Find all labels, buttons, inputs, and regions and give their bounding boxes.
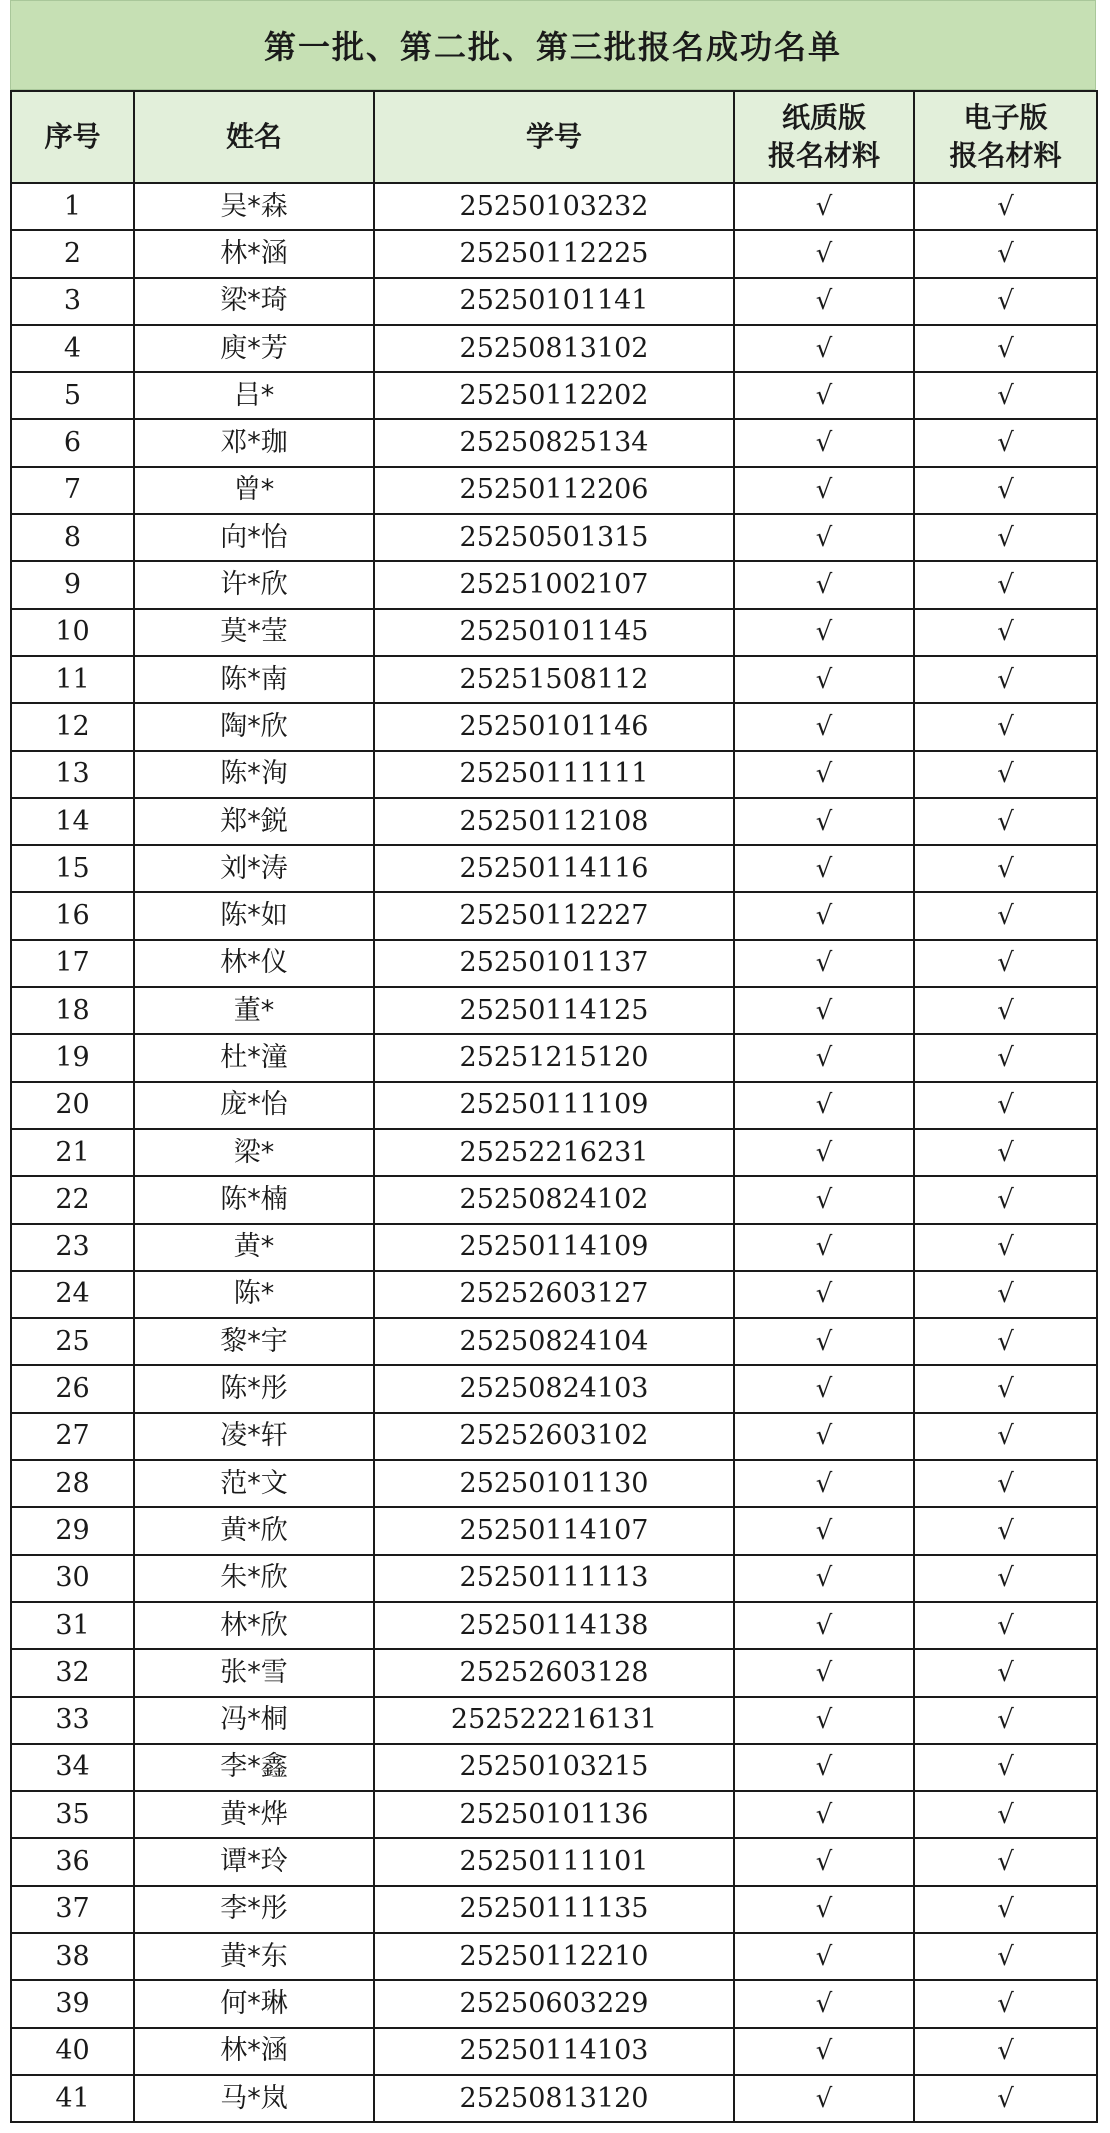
cell-index: 5 — [11, 372, 134, 419]
cell-name: 邓*珈 — [134, 419, 374, 466]
table-row — [11, 325, 1097, 372]
cell-name: 李*彤 — [134, 1886, 374, 1933]
cell-paper-check: √ — [734, 1791, 914, 1838]
table-row — [11, 2028, 1097, 2075]
cell-paper-check: √ — [734, 1176, 914, 1223]
cell-index: 33 — [11, 1697, 134, 1744]
registration-sheet — [10, 0, 1096, 2123]
cell-name: 林*涵 — [134, 2028, 374, 2075]
cell-student-id: 25250114107 — [374, 1507, 734, 1554]
table-row — [11, 1082, 1097, 1129]
header-paper-line1: 纸质版 — [781, 101, 866, 134]
table-row — [11, 1886, 1097, 1933]
cell-paper-check: √ — [734, 1886, 914, 1933]
table-row — [11, 845, 1097, 892]
cell-index: 6 — [11, 419, 134, 466]
cell-paper-check: √ — [734, 183, 914, 230]
cell-name: 黄*欣 — [134, 1507, 374, 1554]
cell-electronic-check: √ — [914, 1933, 1097, 1980]
header-paper-line2: 报名材料 — [767, 139, 880, 172]
table-row — [11, 1176, 1097, 1223]
cell-paper-check: √ — [734, 845, 914, 892]
cell-paper-check: √ — [734, 987, 914, 1034]
table-body — [11, 183, 1097, 2122]
cell-electronic-check: √ — [914, 372, 1097, 419]
cell-student-id: 25251508112 — [374, 656, 734, 703]
cell-paper-check: √ — [734, 2075, 914, 2122]
table-row — [11, 656, 1097, 703]
table-row — [11, 1555, 1097, 1602]
table-row — [11, 1791, 1097, 1838]
table-row — [11, 372, 1097, 419]
cell-paper-check: √ — [734, 2028, 914, 2075]
table-header — [11, 91, 1097, 183]
cell-student-id: 25250824104 — [374, 1318, 734, 1365]
cell-electronic-check: √ — [914, 1649, 1097, 1696]
cell-student-id: 25250112206 — [374, 467, 734, 514]
cell-electronic-check: √ — [914, 1555, 1097, 1602]
table-row — [11, 1838, 1097, 1885]
cell-paper-check: √ — [734, 656, 914, 703]
cell-name: 许*欣 — [134, 561, 374, 608]
table-row — [11, 230, 1097, 277]
cell-paper-check: √ — [734, 1129, 914, 1176]
cell-student-id: 25250112210 — [374, 1933, 734, 1980]
cell-student-id: 25250813120 — [374, 2075, 734, 2122]
table-row — [11, 1507, 1097, 1554]
cell-electronic-check: √ — [914, 1838, 1097, 1885]
cell-name: 李*鑫 — [134, 1744, 374, 1791]
cell-electronic-check: √ — [914, 703, 1097, 750]
cell-index: 15 — [11, 845, 134, 892]
cell-student-id: 25250114116 — [374, 845, 734, 892]
cell-index: 35 — [11, 1791, 134, 1838]
table-row — [11, 561, 1097, 608]
cell-name: 林*仪 — [134, 940, 374, 987]
cell-student-id: 25250101141 — [374, 278, 734, 325]
registration-table — [10, 90, 1098, 2123]
cell-index: 1 — [11, 183, 134, 230]
cell-paper-check: √ — [734, 1697, 914, 1744]
cell-student-id: 25250825134 — [374, 419, 734, 466]
cell-electronic-check: √ — [914, 1176, 1097, 1223]
cell-electronic-check: √ — [914, 656, 1097, 703]
cell-paper-check: √ — [734, 1082, 914, 1129]
cell-name: 凌*轩 — [134, 1413, 374, 1460]
cell-paper-check: √ — [734, 419, 914, 466]
cell-paper-check: √ — [734, 1413, 914, 1460]
cell-electronic-check: √ — [914, 230, 1097, 277]
cell-electronic-check: √ — [914, 1460, 1097, 1507]
cell-index: 28 — [11, 1460, 134, 1507]
cell-student-id: 25250111101 — [374, 1838, 734, 1885]
cell-paper-check: √ — [734, 1838, 914, 1885]
cell-name: 谭*玲 — [134, 1838, 374, 1885]
cell-electronic-check: √ — [914, 1980, 1097, 2027]
cell-student-id: 25250101145 — [374, 609, 734, 656]
cell-name: 林*涵 — [134, 230, 374, 277]
cell-name: 庞*怡 — [134, 1082, 374, 1129]
cell-paper-check: √ — [734, 230, 914, 277]
cell-student-id: 25250111109 — [374, 1082, 734, 1129]
cell-index: 39 — [11, 1980, 134, 2027]
cell-student-id: 25250813102 — [374, 325, 734, 372]
cell-index: 34 — [11, 1744, 134, 1791]
cell-electronic-check: √ — [914, 1744, 1097, 1791]
cell-paper-check: √ — [734, 514, 914, 561]
cell-paper-check: √ — [734, 1271, 914, 1318]
cell-electronic-check: √ — [914, 940, 1097, 987]
cell-name: 陈*楠 — [134, 1176, 374, 1223]
table-row — [11, 1933, 1097, 1980]
table-row — [11, 2075, 1097, 2122]
table-row — [11, 940, 1097, 987]
cell-index: 10 — [11, 609, 134, 656]
header-electronic-line2: 报名材料 — [949, 139, 1062, 172]
cell-name: 范*文 — [134, 1460, 374, 1507]
cell-electronic-check: √ — [914, 751, 1097, 798]
cell-name: 陈*洵 — [134, 751, 374, 798]
cell-paper-check: √ — [734, 1649, 914, 1696]
cell-electronic-check: √ — [914, 419, 1097, 466]
header-row — [11, 91, 1097, 183]
cell-electronic-check: √ — [914, 1129, 1097, 1176]
cell-electronic-check: √ — [914, 1082, 1097, 1129]
cell-name: 陈*如 — [134, 892, 374, 939]
cell-student-id: 25250111111 — [374, 751, 734, 798]
table-row — [11, 1602, 1097, 1649]
cell-name: 黎*宇 — [134, 1318, 374, 1365]
cell-electronic-check: √ — [914, 1507, 1097, 1554]
cell-name: 莫*莹 — [134, 609, 374, 656]
header-electronic-materials — [914, 91, 1097, 183]
cell-paper-check: √ — [734, 325, 914, 372]
cell-index: 31 — [11, 1602, 134, 1649]
cell-index: 20 — [11, 1082, 134, 1129]
cell-electronic-check: √ — [914, 183, 1097, 230]
cell-student-id: 25250112227 — [374, 892, 734, 939]
cell-name: 黄*烨 — [134, 1791, 374, 1838]
table-row — [11, 1271, 1097, 1318]
cell-index: 41 — [11, 2075, 134, 2122]
cell-index: 7 — [11, 467, 134, 514]
header-electronic-line1: 电子版 — [963, 101, 1048, 134]
cell-name: 张*雪 — [134, 1649, 374, 1696]
table-row — [11, 1365, 1097, 1412]
table-row — [11, 1318, 1097, 1365]
cell-paper-check: √ — [734, 1933, 914, 1980]
cell-paper-check: √ — [734, 1555, 914, 1602]
header-index: 序号 — [11, 91, 134, 183]
cell-name: 梁* — [134, 1129, 374, 1176]
cell-index: 25 — [11, 1318, 134, 1365]
table-row — [11, 467, 1097, 514]
table-row — [11, 514, 1097, 561]
cell-student-id: 25250603229 — [374, 1980, 734, 2027]
cell-student-id: 25250103232 — [374, 183, 734, 230]
table-row — [11, 278, 1097, 325]
table-row — [11, 1129, 1097, 1176]
cell-electronic-check: √ — [914, 278, 1097, 325]
table-row — [11, 1744, 1097, 1791]
table-row — [11, 1413, 1097, 1460]
cell-student-id: 25250111113 — [374, 1555, 734, 1602]
header-student-id: 学号 — [374, 91, 734, 183]
cell-index: 9 — [11, 561, 134, 608]
cell-index: 32 — [11, 1649, 134, 1696]
cell-name: 何*琳 — [134, 1980, 374, 2027]
cell-paper-check: √ — [734, 1224, 914, 1271]
table-row — [11, 419, 1097, 466]
cell-index: 3 — [11, 278, 134, 325]
cell-name: 朱*欣 — [134, 1555, 374, 1602]
cell-electronic-check: √ — [914, 845, 1097, 892]
cell-name: 林*欣 — [134, 1602, 374, 1649]
table-row — [11, 987, 1097, 1034]
cell-index: 22 — [11, 1176, 134, 1223]
cell-student-id: 25250111135 — [374, 1886, 734, 1933]
cell-index: 26 — [11, 1365, 134, 1412]
cell-electronic-check: √ — [914, 798, 1097, 845]
cell-paper-check: √ — [734, 1602, 914, 1649]
cell-index: 23 — [11, 1224, 134, 1271]
cell-electronic-check: √ — [914, 514, 1097, 561]
cell-student-id: 25250824103 — [374, 1365, 734, 1412]
cell-paper-check: √ — [734, 1460, 914, 1507]
cell-electronic-check: √ — [914, 1224, 1097, 1271]
cell-electronic-check: √ — [914, 2028, 1097, 2075]
cell-electronic-check: √ — [914, 467, 1097, 514]
cell-student-id: 25251215120 — [374, 1034, 734, 1081]
table-row — [11, 751, 1097, 798]
cell-electronic-check: √ — [914, 561, 1097, 608]
cell-name: 陈*南 — [134, 656, 374, 703]
cell-paper-check: √ — [734, 1365, 914, 1412]
cell-name: 董* — [134, 987, 374, 1034]
cell-student-id: 25250101146 — [374, 703, 734, 750]
header-name: 姓名 — [134, 91, 374, 183]
cell-paper-check: √ — [734, 1507, 914, 1554]
cell-electronic-check: √ — [914, 1791, 1097, 1838]
cell-student-id: 25252603127 — [374, 1271, 734, 1318]
cell-student-id: 25252603128 — [374, 1649, 734, 1696]
table-row — [11, 1697, 1097, 1744]
table-row — [11, 183, 1097, 230]
cell-student-id: 25250112202 — [374, 372, 734, 419]
header-paper-materials — [734, 91, 914, 183]
table-row — [11, 1649, 1097, 1696]
sheet-title: 第一批、第二批、第三批报名成功名单 — [10, 0, 1096, 90]
cell-name: 陈*彤 — [134, 1365, 374, 1412]
cell-student-id: 25252603102 — [374, 1413, 734, 1460]
cell-electronic-check: √ — [914, 1318, 1097, 1365]
cell-name: 郑*鋭 — [134, 798, 374, 845]
cell-student-id: 25250501315 — [374, 514, 734, 561]
cell-student-id: 25250114103 — [374, 2028, 734, 2075]
cell-student-id: 25250114125 — [374, 987, 734, 1034]
cell-student-id: 25250114138 — [374, 1602, 734, 1649]
cell-index: 27 — [11, 1413, 134, 1460]
cell-paper-check: √ — [734, 1034, 914, 1081]
cell-index: 30 — [11, 1555, 134, 1602]
cell-student-id: 25250112225 — [374, 230, 734, 277]
cell-index: 11 — [11, 656, 134, 703]
cell-student-id: 25250824102 — [374, 1176, 734, 1223]
cell-paper-check: √ — [734, 892, 914, 939]
cell-paper-check: √ — [734, 561, 914, 608]
cell-index: 17 — [11, 940, 134, 987]
table-row — [11, 609, 1097, 656]
cell-name: 黄*东 — [134, 1933, 374, 1980]
cell-student-id: 25250112108 — [374, 798, 734, 845]
cell-index: 4 — [11, 325, 134, 372]
cell-electronic-check: √ — [914, 1271, 1097, 1318]
cell-student-id: 25250101137 — [374, 940, 734, 987]
cell-electronic-check: √ — [914, 2075, 1097, 2122]
cell-paper-check: √ — [734, 278, 914, 325]
cell-paper-check: √ — [734, 798, 914, 845]
table-row — [11, 1980, 1097, 2027]
cell-student-id: 25250103215 — [374, 1744, 734, 1791]
cell-electronic-check: √ — [914, 325, 1097, 372]
cell-name: 庾*芳 — [134, 325, 374, 372]
table-row — [11, 892, 1097, 939]
cell-student-id: 25250101130 — [374, 1460, 734, 1507]
cell-name: 黄* — [134, 1224, 374, 1271]
cell-name: 刘*涛 — [134, 845, 374, 892]
cell-electronic-check: √ — [914, 609, 1097, 656]
cell-index: 21 — [11, 1129, 134, 1176]
table-row — [11, 798, 1097, 845]
cell-electronic-check: √ — [914, 1365, 1097, 1412]
cell-index: 14 — [11, 798, 134, 845]
cell-name: 陶*欣 — [134, 703, 374, 750]
cell-paper-check: √ — [734, 1318, 914, 1365]
cell-index: 36 — [11, 1838, 134, 1885]
cell-student-id: 25252216231 — [374, 1129, 734, 1176]
cell-student-id: 25250101136 — [374, 1791, 734, 1838]
cell-name: 马*岚 — [134, 2075, 374, 2122]
table-row — [11, 1460, 1097, 1507]
table-row — [11, 703, 1097, 750]
cell-index: 18 — [11, 987, 134, 1034]
cell-index: 19 — [11, 1034, 134, 1081]
cell-electronic-check: √ — [914, 987, 1097, 1034]
cell-index: 37 — [11, 1886, 134, 1933]
cell-student-id: 25250114109 — [374, 1224, 734, 1271]
cell-name: 陈* — [134, 1271, 374, 1318]
cell-paper-check: √ — [734, 940, 914, 987]
cell-name: 吕* — [134, 372, 374, 419]
cell-paper-check: √ — [734, 1980, 914, 2027]
cell-paper-check: √ — [734, 372, 914, 419]
cell-paper-check: √ — [734, 751, 914, 798]
cell-electronic-check: √ — [914, 1886, 1097, 1933]
cell-paper-check: √ — [734, 703, 914, 750]
cell-index: 13 — [11, 751, 134, 798]
cell-electronic-check: √ — [914, 1413, 1097, 1460]
cell-name: 向*怡 — [134, 514, 374, 561]
cell-index: 12 — [11, 703, 134, 750]
cell-name: 梁*琦 — [134, 278, 374, 325]
cell-student-id: 25251002107 — [374, 561, 734, 608]
cell-paper-check: √ — [734, 609, 914, 656]
cell-name: 曾* — [134, 467, 374, 514]
cell-index: 40 — [11, 2028, 134, 2075]
cell-electronic-check: √ — [914, 1034, 1097, 1081]
cell-name: 杜*潼 — [134, 1034, 374, 1081]
cell-name: 冯*桐 — [134, 1697, 374, 1744]
cell-electronic-check: √ — [914, 1602, 1097, 1649]
cell-paper-check: √ — [734, 1744, 914, 1791]
cell-index: 2 — [11, 230, 134, 277]
cell-index: 16 — [11, 892, 134, 939]
cell-paper-check: √ — [734, 467, 914, 514]
cell-name: 吴*森 — [134, 183, 374, 230]
cell-index: 24 — [11, 1271, 134, 1318]
cell-index: 8 — [11, 514, 134, 561]
cell-electronic-check: √ — [914, 892, 1097, 939]
table-row — [11, 1034, 1097, 1081]
cell-student-id: 252522216131 — [374, 1697, 734, 1744]
cell-index: 38 — [11, 1933, 134, 1980]
cell-electronic-check: √ — [914, 1697, 1097, 1744]
table-row — [11, 1224, 1097, 1271]
cell-index: 29 — [11, 1507, 134, 1554]
